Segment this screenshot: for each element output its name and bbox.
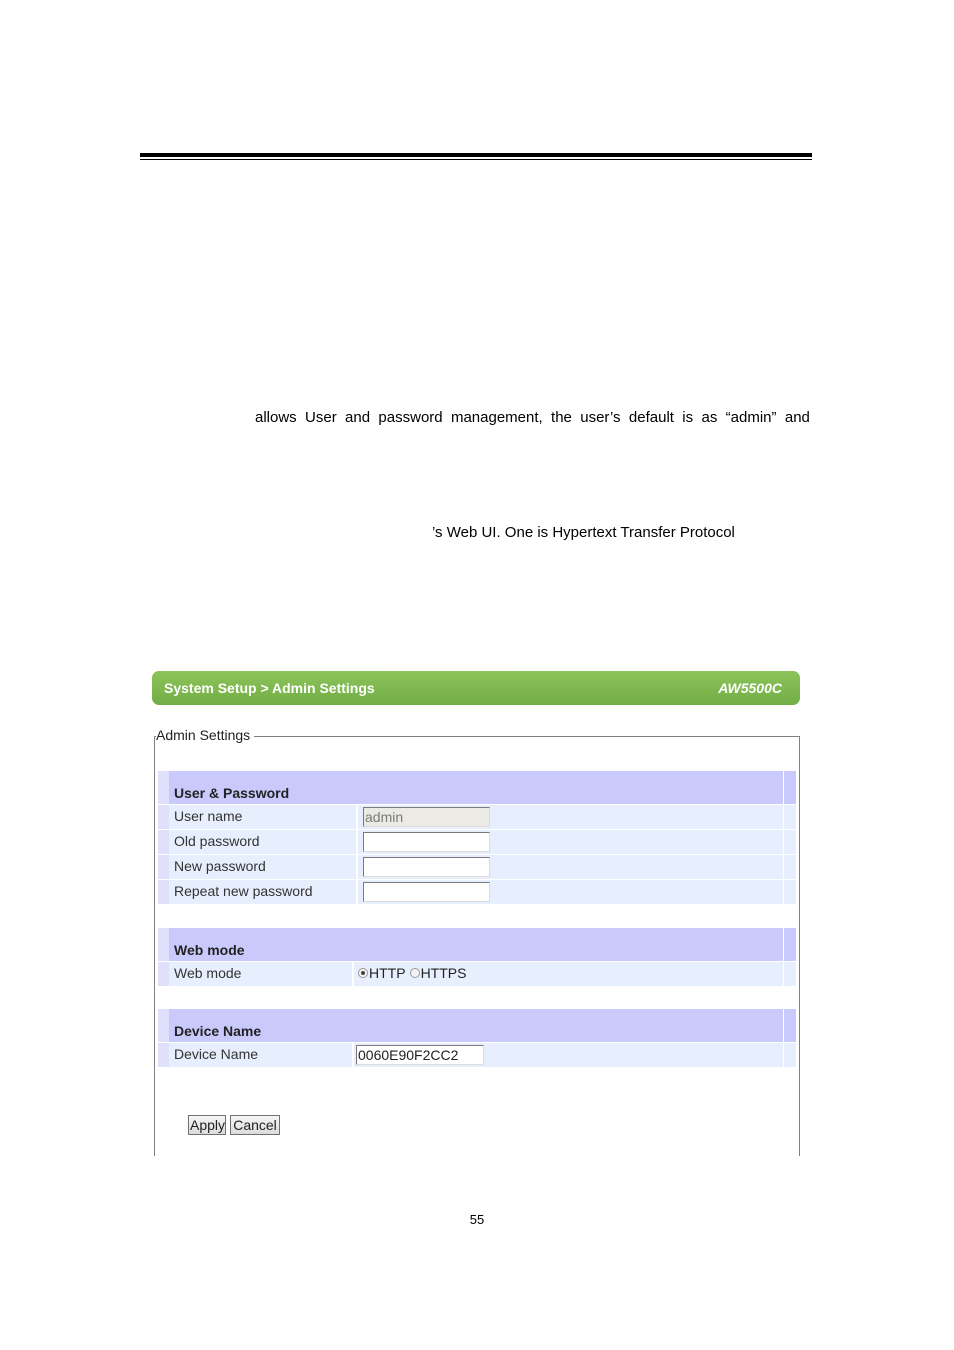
word: User <box>305 409 337 426</box>
device-name-section <box>158 1009 796 1067</box>
old-password-label: Old password <box>174 833 260 849</box>
user-name-row <box>158 805 796 829</box>
device-name-row <box>158 1043 796 1067</box>
word: and <box>345 409 371 426</box>
word: management, <box>450 409 543 426</box>
section-header <box>158 1009 796 1042</box>
word: password <box>378 409 443 426</box>
http-option-label[interactable]: HTTP <box>369 965 406 981</box>
web-mode-radio-group <box>358 965 466 981</box>
word: the <box>551 409 572 426</box>
repeat-password-input[interactable] <box>363 882 490 902</box>
page-header-bar <box>152 671 800 705</box>
top-rule-thick <box>140 153 812 157</box>
user-name-label: User name <box>174 808 243 824</box>
section-title: Device Name <box>174 1023 262 1039</box>
new-password-label: New password <box>174 858 266 874</box>
new-password-row <box>158 855 796 879</box>
user-name-input[interactable] <box>363 807 490 827</box>
section-header <box>158 928 796 961</box>
page-number: 55 <box>469 1212 485 1227</box>
old-password-row <box>158 830 796 854</box>
word: user’s <box>580 409 621 426</box>
repeat-password-label: Repeat new password <box>174 883 313 899</box>
device-name-label: Device Name <box>174 1046 259 1062</box>
word: and <box>784 409 810 426</box>
section-header <box>158 771 796 804</box>
https-radio[interactable] <box>410 968 420 978</box>
web-mode-section <box>158 928 796 986</box>
paragraph-1 <box>255 409 810 427</box>
section-title: User & Password <box>174 785 290 801</box>
paragraph-2: ’s Web UI. One is Hypertext Transfer Protocol <box>432 524 735 541</box>
word: as <box>701 409 718 426</box>
user-password-section <box>158 771 796 904</box>
device-name-input[interactable] <box>356 1045 484 1065</box>
web-mode-label: Web mode <box>174 965 242 981</box>
word: “admin” <box>725 409 777 426</box>
breadcrumb: System Setup > Admin Settings <box>164 680 375 696</box>
section-title: Web mode <box>174 942 245 958</box>
old-password-input[interactable] <box>363 832 490 852</box>
repeat-password-row <box>158 880 796 904</box>
https-option-label[interactable]: HTTPS <box>420 965 467 981</box>
word: is <box>682 409 694 426</box>
apply-button[interactable]: Apply <box>190 1117 226 1133</box>
cancel-button[interactable]: Cancel <box>230 1115 280 1135</box>
new-password-input[interactable] <box>363 857 490 877</box>
word: allows <box>255 409 297 426</box>
model-name: AW5500C <box>718 680 782 696</box>
fieldset-legend: Admin Settings <box>156 727 254 743</box>
word: default <box>628 409 674 426</box>
top-rule-thin <box>140 159 812 160</box>
http-radio[interactable] <box>358 968 368 978</box>
web-mode-row <box>158 962 796 986</box>
